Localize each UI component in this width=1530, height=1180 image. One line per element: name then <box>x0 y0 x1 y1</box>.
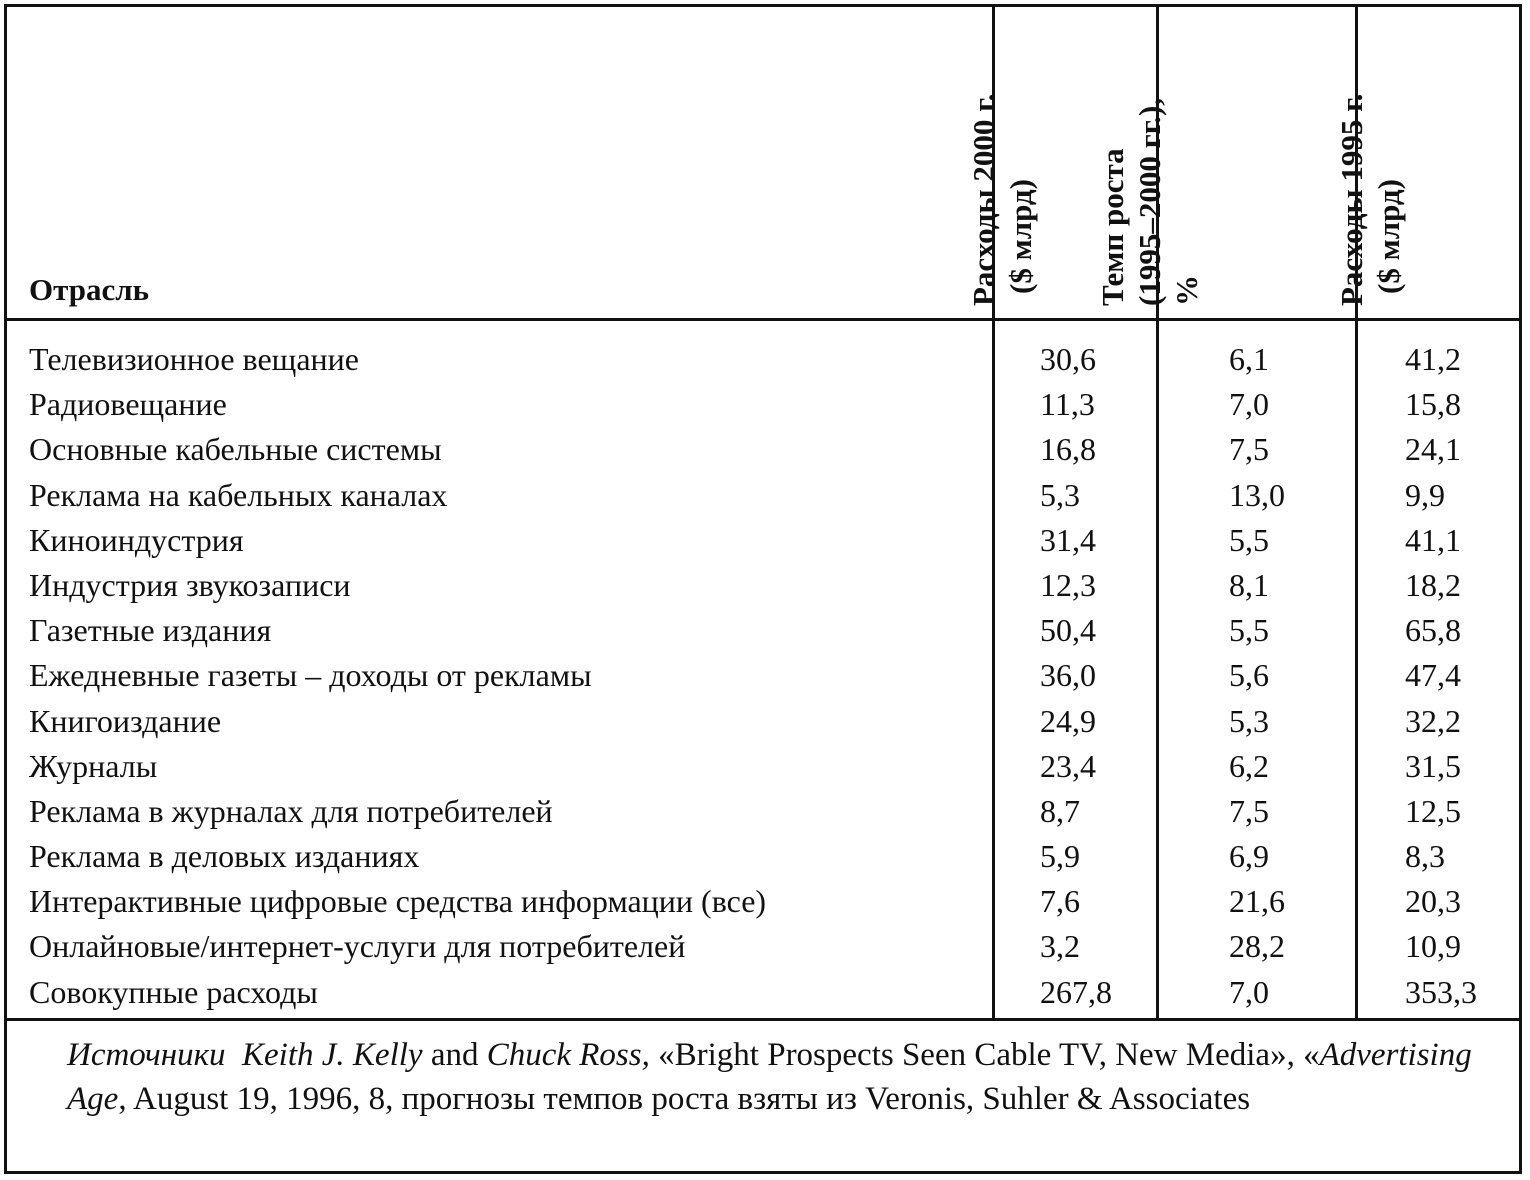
row-spend-1995: 41,2 <box>1405 341 1461 377</box>
row-growth: 5,3 <box>1229 702 1269 739</box>
table-row <box>7 789 1519 834</box>
row-spend-1995: 32,2 <box>1405 702 1461 739</box>
row-sector: Онлайновые/интернет-услуги для потребителей <box>29 928 686 965</box>
header-spend-1995-line2: ($ млрд) <box>1371 179 1406 294</box>
row-spend-1995: 24,1 <box>1405 431 1461 468</box>
header-spend-2000-line1: Расходы 2000 г. <box>966 93 1001 306</box>
row-spend-2000: 5,3 <box>1040 476 1080 513</box>
table-row <box>7 924 1519 969</box>
row-spend-1995: 18,2 <box>1405 566 1461 603</box>
row-spend-2000: 3,2 <box>1040 928 1080 965</box>
header-growth-line2: (1995–2000 гг.), <box>1132 97 1167 306</box>
row-spend-2000: 36,0 <box>1040 657 1096 694</box>
source-note <box>67 1033 1512 1121</box>
row-growth: 7,5 <box>1229 792 1269 829</box>
header-growth-line1: Темп роста <box>1095 148 1130 306</box>
header-spend-1995-line1: Расходы 1995 г. <box>1334 93 1369 306</box>
row-growth: 6,1 <box>1229 341 1269 377</box>
row-growth: 8,1 <box>1229 566 1269 603</box>
note-rest: , August 19, 1996, 8, прогнозы темпов роста взяты из Veronis, Suhler & Associates <box>118 1081 1251 1117</box>
table-row <box>7 382 1519 427</box>
table-row <box>7 699 1519 744</box>
row-growth: 6,9 <box>1229 838 1269 875</box>
table-row <box>7 427 1519 472</box>
row-spend-1995: 15,8 <box>1405 386 1461 423</box>
row-spend-2000: 31,4 <box>1040 521 1096 558</box>
row-spend-2000: 16,8 <box>1040 431 1096 468</box>
row-spend-1995: 65,8 <box>1405 612 1461 649</box>
note-title: «Bright Prospects Seen Cable TV, New Media», « <box>649 1037 1320 1073</box>
table-row <box>7 879 1519 924</box>
row-growth: 21,6 <box>1229 883 1285 920</box>
row-growth: 7,5 <box>1229 431 1269 468</box>
table-row <box>7 518 1519 563</box>
row-spend-1995: 353,3 <box>1405 973 1477 1010</box>
row-growth: 6,2 <box>1229 747 1269 784</box>
note-and: and <box>422 1037 487 1073</box>
row-sector: Основные кабельные системы <box>29 431 442 468</box>
row-growth: 5,6 <box>1229 657 1269 694</box>
header-growth-line3: % <box>1169 275 1204 306</box>
table-row <box>7 608 1519 653</box>
row-growth: 5,5 <box>1229 612 1269 649</box>
row-spend-1995: 9,9 <box>1405 476 1445 513</box>
row-sector: Книгоиздание <box>29 702 222 739</box>
note-author1: Keith J. Kelly <box>242 1037 423 1073</box>
row-growth: 5,5 <box>1229 521 1269 558</box>
row-sector: Реклама в деловых изданиях <box>29 838 420 875</box>
note-journal: Advertising Age <box>67 1037 1472 1117</box>
table-row <box>7 744 1519 789</box>
row-spend-2000: 50,4 <box>1040 612 1096 649</box>
note-author2: Chuck Ross, <box>486 1037 650 1073</box>
table-body <box>7 337 1519 1015</box>
row-sector: Реклама на кабельных каналах <box>29 476 448 513</box>
row-sector: Интерактивные цифровые средства информации (все) <box>29 883 767 920</box>
row-spend-1995: 8,3 <box>1405 838 1445 875</box>
row-sector: Ежедневные газеты – доходы от рекламы <box>29 657 592 694</box>
table-row <box>7 563 1519 608</box>
table-row <box>7 473 1519 518</box>
row-spend-1995: 20,3 <box>1405 883 1461 920</box>
row-spend-2000: 24,9 <box>1040 702 1096 739</box>
table-row <box>7 337 1519 382</box>
row-growth: 28,2 <box>1229 928 1285 965</box>
note-lead: Источники <box>67 1037 226 1073</box>
row-spend-2000: 267,8 <box>1040 973 1112 1010</box>
row-spend-1995: 31,5 <box>1405 747 1461 784</box>
row-sector: Телевизионное вещание <box>29 341 359 377</box>
row-sector: Газетные издания <box>29 612 272 649</box>
row-spend-1995: 10,9 <box>1405 928 1461 965</box>
row-spend-2000: 23,4 <box>1040 747 1096 784</box>
header-divider <box>7 318 1519 321</box>
row-spend-2000: 8,7 <box>1040 792 1080 829</box>
row-spend-1995: 47,4 <box>1405 657 1461 694</box>
header-sector: Отрасль <box>29 272 150 307</box>
row-sector: Киноиндустрия <box>29 521 244 558</box>
footer-divider <box>7 1018 1519 1021</box>
row-spend-2000: 11,3 <box>1040 386 1095 423</box>
row-sector: Журналы <box>29 747 158 784</box>
row-sector: Индустрия звукозаписи <box>29 566 351 603</box>
row-sector: Совокупные расходы <box>29 973 318 1010</box>
table-row <box>7 834 1519 879</box>
row-spend-2000: 7,6 <box>1040 883 1080 920</box>
row-spend-2000: 5,9 <box>1040 838 1080 875</box>
row-growth: 13,0 <box>1229 476 1285 513</box>
row-growth: 7,0 <box>1229 386 1269 423</box>
row-sector: Радиовещание <box>29 386 227 423</box>
row-spend-2000: 12,3 <box>1040 566 1096 603</box>
row-sector: Реклама в журналах для потребителей <box>29 792 553 829</box>
header-spend-2000-line2: ($ млрд) <box>1003 179 1038 294</box>
table-row <box>7 970 1519 1015</box>
row-growth: 7,0 <box>1229 973 1269 1010</box>
table-frame <box>4 4 1522 1174</box>
table-row <box>7 653 1519 698</box>
row-spend-1995: 41,1 <box>1405 521 1461 558</box>
row-spend-1995: 12,5 <box>1405 792 1461 829</box>
row-spend-2000: 30,6 <box>1040 341 1096 377</box>
